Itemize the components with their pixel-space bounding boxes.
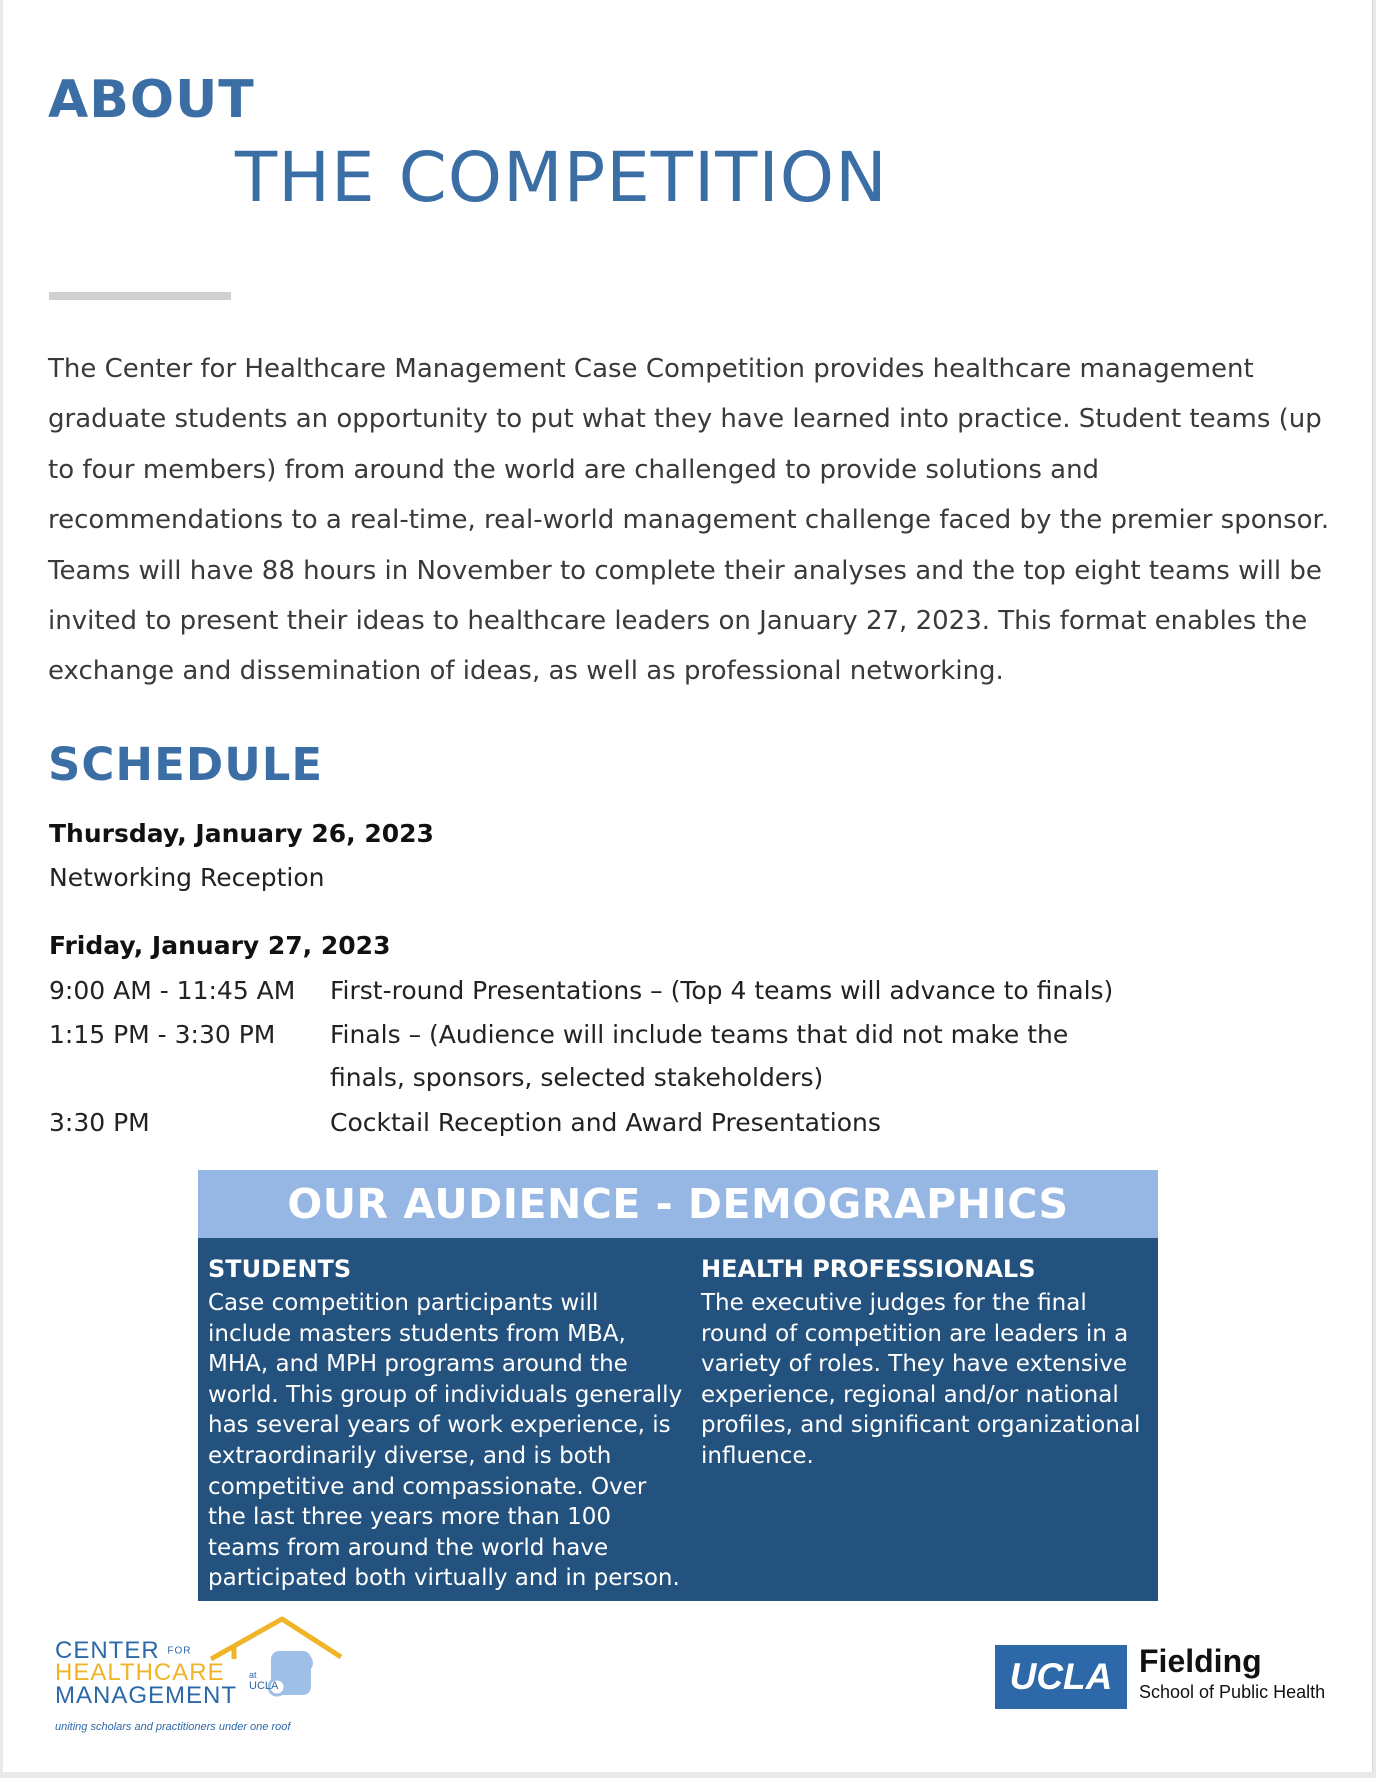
- fielding-school: School of Public Health: [1139, 1682, 1326, 1702]
- chm-logo-at: at: [249, 1670, 257, 1680]
- schedule-time: 1:15 PM - 3:30 PM: [49, 1020, 276, 1049]
- audience-heading: OUR AUDIENCE - DEMOGRAPHICS: [287, 1180, 1069, 1228]
- day2-date: Friday, January 27, 2023: [49, 931, 391, 960]
- competition-heading: THE COMPETITION: [235, 138, 888, 218]
- chm-logo-management: MANAGEMENT: [55, 1682, 238, 1709]
- chm-logo-for: FOR: [167, 1645, 192, 1657]
- students-text: Case competition participants will include masters students from MBA, MHA, and MPH programs around the world. This group of individuals generally has several years of work experience, is extraordinarily diverse, and is both competitive and compassionate. Over the last three years more than 100 teams from around the world have participated both virtually and in person.: [208, 1290, 683, 1592]
- audience-header: [198, 1170, 1158, 1238]
- divider-rule: [49, 292, 231, 300]
- professionals-text: The executive judges for the final round of competition are leaders in a variety of roles. They have extensive experience, regional and/or national profiles, and significant organizational influence.: [701, 1290, 1141, 1469]
- professionals-title: HEALTH PROFESSIONALS: [701, 1255, 1036, 1283]
- intro-paragraph: The Center for Healthcare Management Case Competition provides healthcare management graduate students an opportunity to put what they have learned into practice. Student teams (up to four members) from around the world are challenged to provide solutions and recommendations to a real-time, real-world management challenge faced by the premier sponsor. Teams will have 88 hours in November to complete their analyses and the top eight teams will be invited to present their ideas to healthcare leaders on January 27, 2023. This format enables the exchange and dissemination of ideas, as well as professional networking.: [48, 354, 1330, 687]
- schedule-time: 3:30 PM: [49, 1108, 150, 1137]
- schedule-event: Cocktail Reception and Award Presentations: [330, 1108, 881, 1137]
- document-page: [3, 0, 1373, 1772]
- day1-date: Thursday, January 26, 2023: [49, 819, 434, 848]
- students-title: STUDENTS: [208, 1255, 352, 1283]
- schedule-time: 9:00 AM - 11:45 AM: [49, 976, 296, 1005]
- chm-logo-tagline: uniting scholars and practitioners under one roof: [55, 1721, 291, 1733]
- chm-logo-ucla: UCLA: [249, 1680, 279, 1692]
- schedule-heading: SCHEDULE: [48, 738, 324, 791]
- chm-logo: [49, 1615, 349, 1735]
- audience-panel: [198, 1238, 1158, 1601]
- about-heading: ABOUT: [48, 70, 255, 130]
- ucla-fielding-logo: [995, 1643, 1335, 1709]
- chm-logo-healthcare: HEALTHCARE: [55, 1659, 225, 1686]
- ucla-logo-box: UCLA: [995, 1645, 1127, 1709]
- fielding-name: Fielding: [1139, 1643, 1262, 1679]
- chm-logo-center: CENTER: [55, 1637, 160, 1664]
- day1-event: Networking Reception: [49, 863, 325, 892]
- schedule-event: First-round Presentations – (Top 4 teams will advance to finals): [330, 976, 1114, 1005]
- schedule-event: Finals – (Audience will include teams that did not make the finals, sponsors, selected stakeholders): [330, 1020, 1069, 1092]
